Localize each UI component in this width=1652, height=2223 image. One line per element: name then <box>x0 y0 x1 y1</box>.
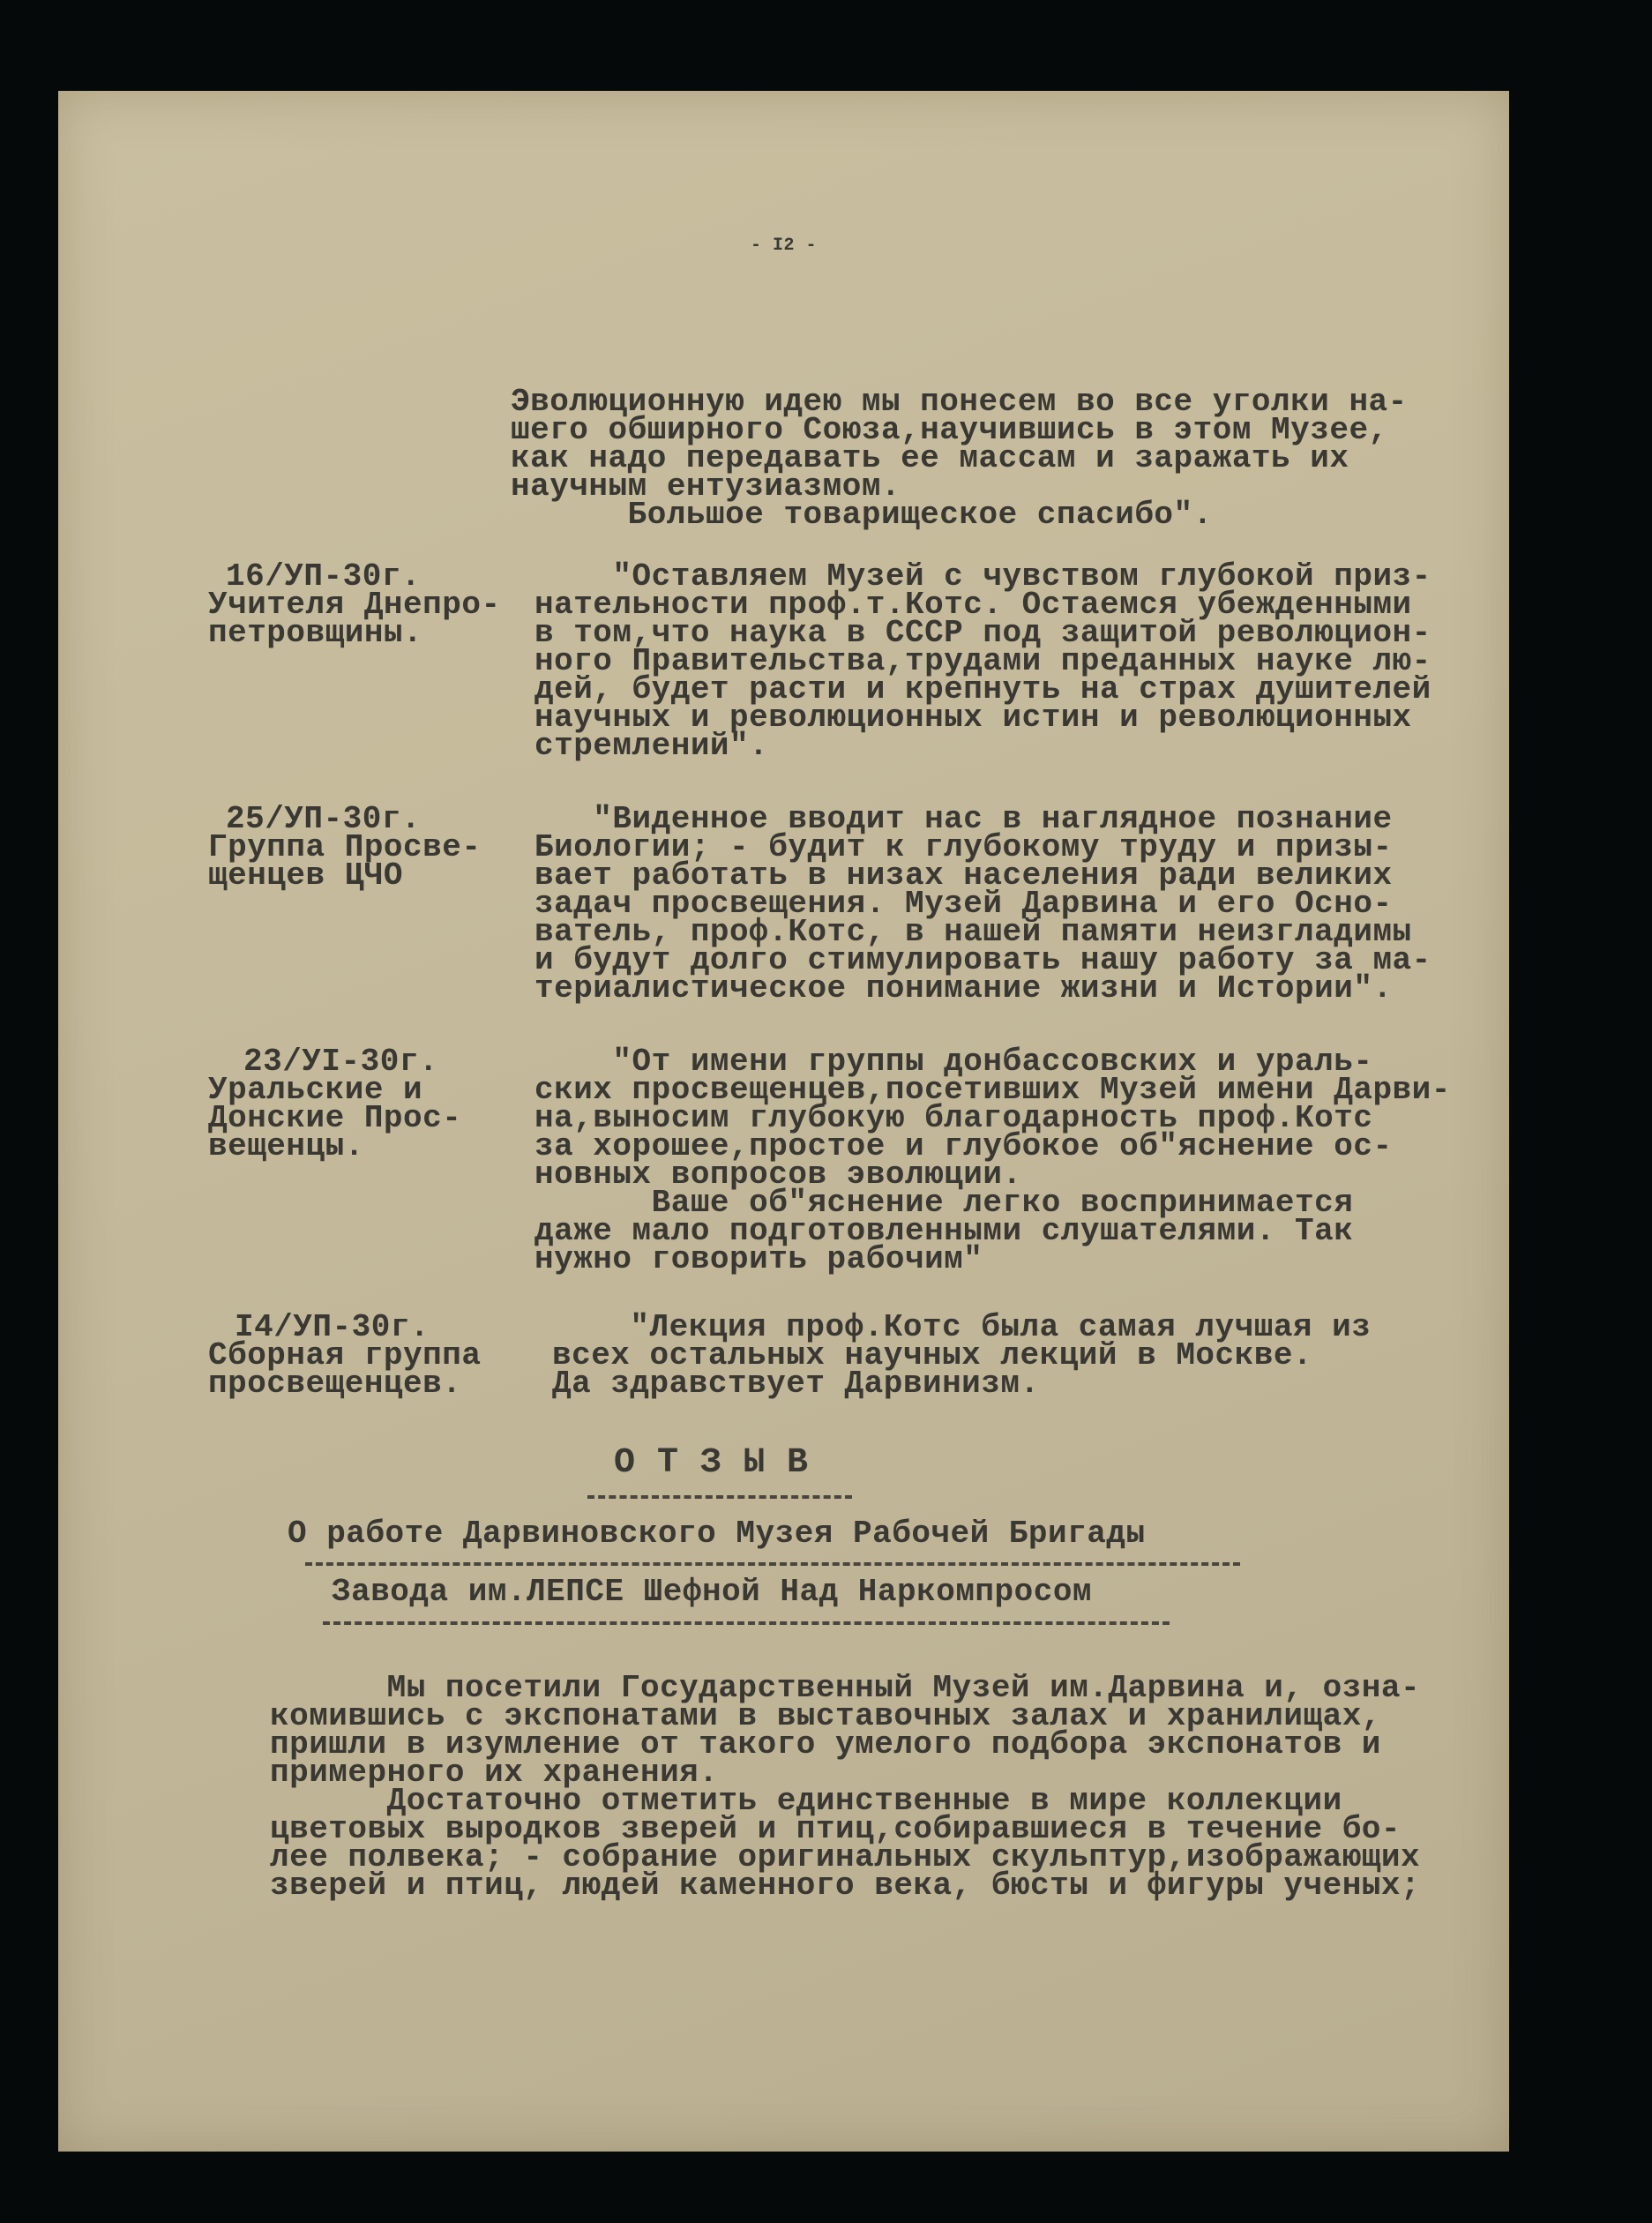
review-body-line: зверей и птиц, людей каменного века, бюсты и фигуры ученых; <box>270 1867 1421 1904</box>
entry-text-line: Ваше об"яснение легко воспринимается <box>534 1185 1354 1221</box>
entry-text-line: Биологии; - будит к глубокому труду и призы- <box>534 829 1393 865</box>
entry-text-line: нательности проф.т.Котс. Остаемся убежденными <box>534 587 1412 623</box>
review-body-line: лее полвека; - собрание оригинальных скульптур,изображающих <box>270 1839 1421 1875</box>
entry-group: Учителя Днепро- <box>208 587 501 623</box>
entry-group: вещенцы. <box>208 1128 364 1164</box>
entry-text-line: даже мало подготовленными слушателями. Так <box>534 1213 1354 1249</box>
review-body-line: комившись с экспонатами в выставочных залах и хранилищах, <box>270 1698 1381 1734</box>
entry-group: петровщины. <box>208 615 423 651</box>
entry-text-line: ного Правительства,трудами преданных науке лю- <box>534 643 1431 679</box>
entry-text-line: "Виденное вводит нас в наглядное познание <box>534 801 1393 837</box>
heading-underline <box>587 1495 852 1499</box>
entry-text-line: "Оставляем Музей с чувством глубокой приз- <box>534 558 1431 595</box>
subtitle-1-underline <box>305 1562 1240 1566</box>
intro-line: научным ентузиазмом. <box>511 468 901 505</box>
entry-text-line: ватель, проф.Котс, в нашей памяти неизгладимы <box>534 914 1412 950</box>
intro-line: как надо передавать ее массам и заражать их <box>511 440 1349 476</box>
entry-text-line: на,выносим глубокую благодарность проф.Котс <box>534 1100 1373 1136</box>
entry-text-line: териалистическое понимание жизни и Истории". <box>534 970 1393 1007</box>
entry-group: Донские Прос- <box>208 1100 462 1136</box>
entry-text-line: новных вопросов эволюции. <box>534 1156 1022 1193</box>
entry-text-line: "От имени группы донбассовских и ураль- <box>534 1044 1373 1080</box>
entry-text-line: за хорошее,простое и глубокое об"яснение ос- <box>534 1128 1393 1164</box>
entry-group: просвещенцев. <box>208 1366 462 1402</box>
entry-text-line: "Лекция проф.Котс была самая лучшая из <box>552 1309 1372 1345</box>
entry-group: Группа Просве- <box>208 829 482 865</box>
entry-text-line: вает работать в низах населения ради великих <box>534 857 1393 894</box>
entry-date: 16/УП-30г. <box>226 558 422 595</box>
intro-line: Большое товарищеское спасибо". <box>511 497 1213 533</box>
entry-text-line: и будут долго стимулировать нашу работу за ма- <box>534 942 1431 978</box>
review-body-line: цветовых выродков зверей и птиц,собиравшиеся в течение бо- <box>270 1811 1402 1847</box>
review-body-line: примерного их хранения. <box>270 1755 719 1791</box>
entry-text-line: в том,что наука в СССР под защитой революцион- <box>534 615 1431 651</box>
review-subtitle-1: О работе Дарвиновского Музея Рабочей Бригады <box>288 1516 1146 1552</box>
entry-group: щенцев ЦЧО <box>208 857 404 894</box>
entry-date: I4/УП-30г. <box>235 1309 430 1345</box>
review-heading: О Т З Ы В <box>614 1443 809 1483</box>
entry-text-line: стремлений". <box>534 728 769 764</box>
entry-text-line: задач просвещения. Музей Дарвина и его Осно- <box>534 886 1393 922</box>
entry-text-line: ских просвещенцев,посетивших Музей имени Дарви- <box>534 1072 1451 1108</box>
review-body-line: Мы посетили Государственный Музей им.Дарвина и, озна- <box>270 1670 1421 1706</box>
document-page <box>58 91 1509 2152</box>
page-number: - I2 - <box>750 236 817 256</box>
entry-text-line: Да здравствует Дарвинизм. <box>552 1366 1040 1402</box>
entry-text-line: всех остальных научных лекций в Москве. <box>552 1337 1313 1373</box>
entry-group: Уральские и <box>208 1072 423 1108</box>
entry-text-line: дей, будет расти и крепнуть на страх душителей <box>534 671 1431 707</box>
entry-text-line: научных и революционных истин и революционных <box>534 700 1412 736</box>
intro-line: шего обширного Союза,научившись в этом Музее, <box>511 412 1388 448</box>
entry-date: 25/УП-30г. <box>226 801 422 837</box>
review-subtitle-2: Завода им.ЛЕПСЕ Шефной Над Наркомпросом <box>332 1574 1093 1610</box>
entry-text-line: нужно говорить рабочим" <box>534 1241 983 1277</box>
review-body-line: Достаточно отметить единственные в мире коллекции <box>270 1783 1342 1819</box>
entry-date: 23/УI-30г. <box>243 1044 439 1080</box>
subtitle-2-underline <box>323 1621 1170 1625</box>
intro-line: Эволюционную идею мы понесем во все уголки на- <box>511 384 1408 420</box>
review-body-line: пришли в изумление от такого умелого подбора экспонатов и <box>270 1726 1381 1763</box>
entry-group: Сборная группа <box>208 1337 482 1373</box>
